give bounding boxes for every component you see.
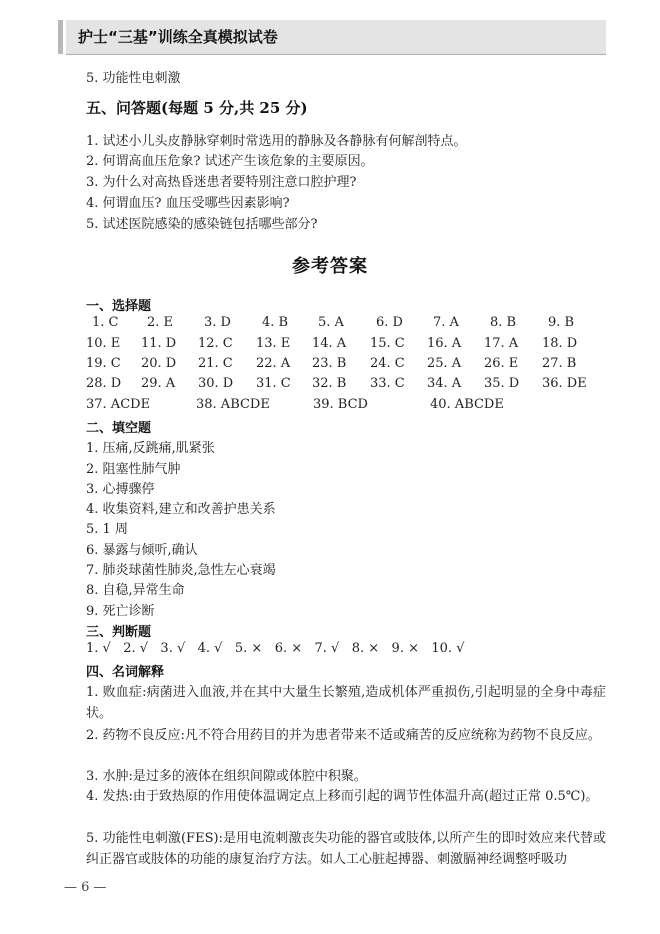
question-item: 4. 何谓血压? 血压受哪些因素影响? [86,196,290,211]
choice-answer: 20. D [141,356,177,371]
section-title-judge: 三、判断题 [86,625,152,640]
fill-answer: 1. 压痛,反跳痛,肌紧张 [86,441,215,456]
choice-answer: 26. E [484,356,519,371]
choice-answer: 22. A [256,356,291,371]
choice-answer: 10. E [86,336,121,351]
choice-answer: 31. C [256,376,291,391]
question-item: 5. 试述医院感染的感染链包括哪些部分? [86,217,318,232]
choice-answer: 28. D [86,376,122,391]
header-accent-bar [58,20,63,54]
fill-answer: 9. 死亡诊断 [86,604,155,619]
choice-answer: 2. E [147,315,174,330]
choice-answer: 6. D [376,315,403,330]
question-item: 1. 试述小儿头皮静脉穿刺时常选用的静脉及各静脉有何解剖特点。 [86,134,467,149]
fill-answer: 2. 阻塞性肺气肿 [86,462,181,477]
choice-answer: 3. D [204,315,231,330]
page-number: — 6 — [64,880,107,895]
fill-answer: 3. 心搏骤停 [86,482,155,497]
choice-answer: 17. A [484,336,519,351]
header-rule [66,54,606,55]
term-paragraph: 4. 发热:由于致热原的作用使体温调定点上移而引起的调节性体温升高(超过正常 0.5℃)。 [86,789,599,804]
choice-answer: 13. E [256,336,291,351]
choice-answer: 21. C [198,356,233,371]
choice-answer: 4. B [262,315,289,330]
term-paragraph: 2. 药物不良反应:凡不符合用药目的并为患者带来不适或痛苦的反应统称为药物不良反应。 [86,728,601,743]
choice-answer: 32. B [312,376,347,391]
choice-answer: 9. B [548,315,575,330]
choice-answer: 11. D [141,336,177,351]
fill-answer: 7. 肺炎球菌性肺炎,急性左心衰竭 [86,563,276,578]
judge-answers: 1. √ 2. √ 3. √ 4. √ 5. × 6. × 7. √ 8. × 9. × 10. √ [86,641,465,656]
choice-answer: 7. A [433,315,459,330]
choice-answer: 8. B [490,315,517,330]
term-paragraph: 5. 功能性电刺激(FES):是用电流刺激丧失功能的器官或肢体,以所产生的即时效应来代替或纠正器官或肢体的功能的康复治疗方法。如人工心脏起搏器、刺激膈神经调整呼吸功 [86,831,606,867]
fill-answer: 8. 自稳,异常生命 [86,583,185,598]
section-title-fill: 二、填空题 [86,421,152,436]
choice-answer: 14. A [312,336,347,351]
choice-answer: 30. D [198,376,234,391]
question-item: 3. 为什么对高热昏迷患者要特别注意口腔护理? [86,175,357,190]
term-paragraph: 3. 水肿:是过多的液体在组织间隙或体腔中积聚。 [86,769,367,784]
section-title-terms: 四、名词解释 [86,665,165,680]
choice-answer: 27. B [542,356,577,371]
question-item: 2. 何谓高血压危象? 试述产生该危象的主要原因。 [86,154,374,169]
choice-answer: 35. D [484,376,520,391]
choice-answer: 12. C [198,336,233,351]
choice-answer: 38. ABCDE [196,397,270,412]
section-title: 五、问答题(每题 5 分,共 25 分) [86,99,308,117]
fill-answer: 4. 收集资料,建立和改善护患关系 [86,502,276,517]
choice-answer: 16. A [427,336,462,351]
choice-answer: 25. A [427,356,462,371]
choice-answer: 24. C [370,356,405,371]
choice-answer: 18. D [542,336,578,351]
choice-answer: 37. ACDE [86,397,151,412]
choice-answer: 34. A [427,376,462,391]
fill-answer: 5. 1 周 [86,522,128,537]
choice-answer: 5. A [318,315,344,330]
choice-answer: 36. DE [542,376,587,391]
question-item: 5. 功能性电刺激 [86,71,181,86]
section-title-choice: 一、选择题 [86,299,152,314]
fill-answer: 6. 暴露与倾听,确认 [86,543,198,558]
choice-answer: 33. C [370,376,405,391]
choice-answer: 39. BCD [313,397,368,412]
answers-title: 参考答案 [292,256,368,277]
choice-answer: 1. C [92,315,119,330]
choice-answer: 23. B [312,356,347,371]
choice-answer: 40. ABCDE [430,397,504,412]
term-paragraph: 1. 败血症:病菌进入血液,并在其中大量生长繁殖,造成机体严重损伤,引起明显的全身中毒症状。 [86,685,606,721]
choice-answer: 15. C [370,336,405,351]
choice-answer: 19. C [86,356,121,371]
choice-answer: 29. A [141,376,176,391]
page-header-title: 护士“三基”训练全真模拟试卷 [78,28,278,46]
